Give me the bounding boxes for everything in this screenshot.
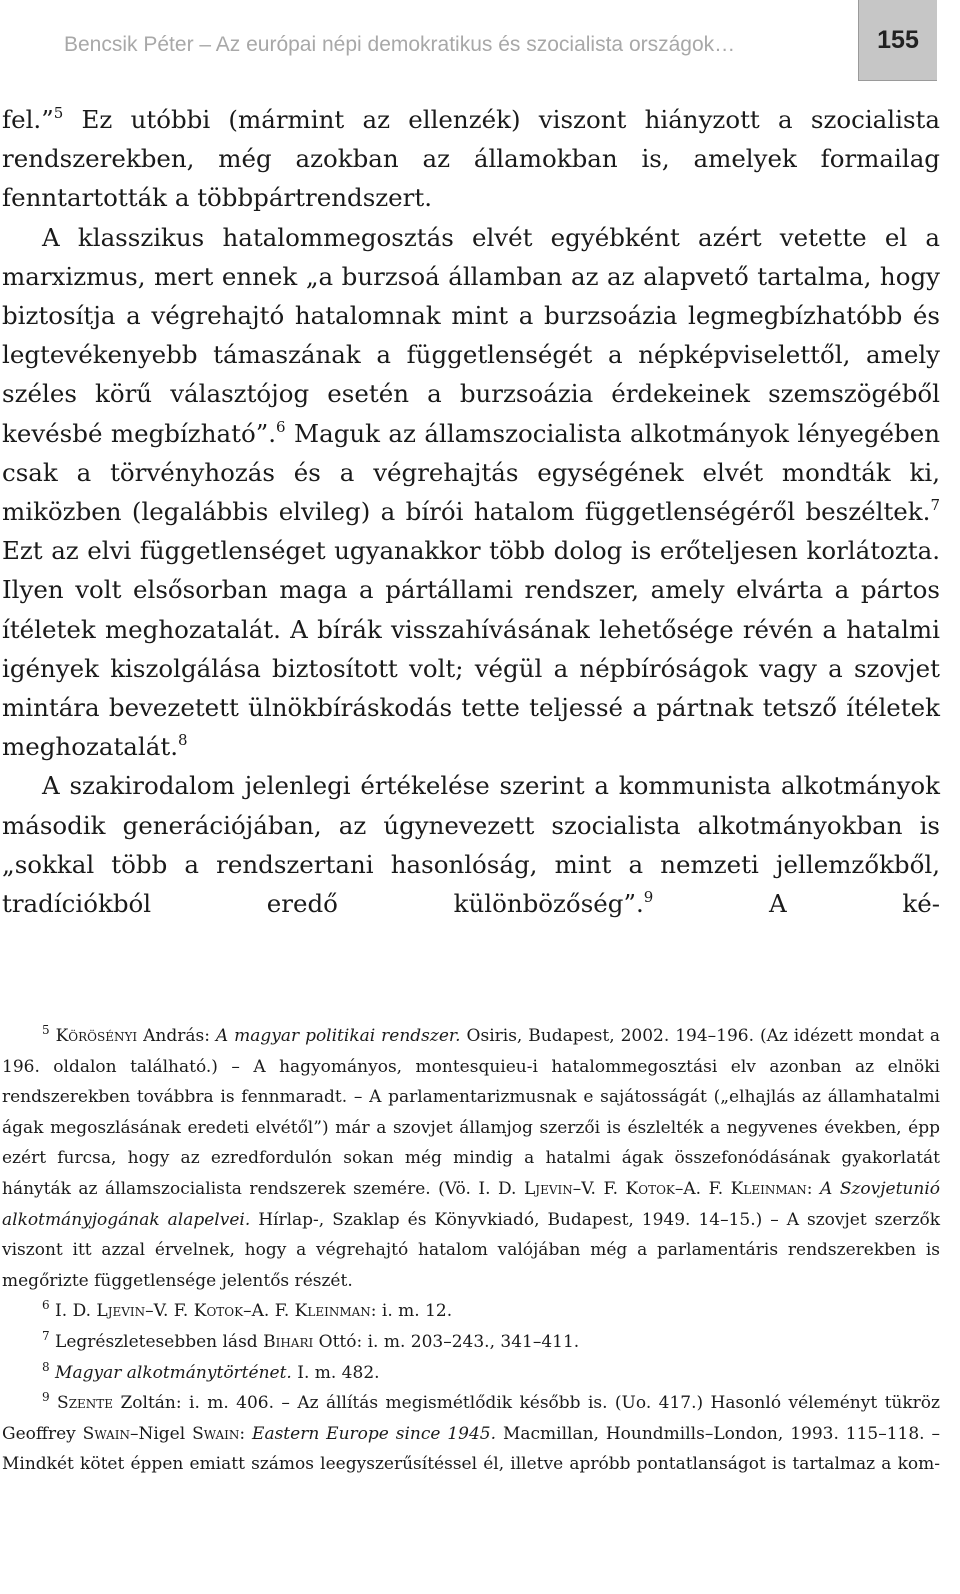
page-header [0,0,960,82]
main-text [2,100,940,923]
text-run: : [239,1423,253,1444]
running-title: Bencsik Péter – Az európai népi demokratikus és szocialista országok… [64,33,736,56]
text-run: A ké- [653,889,940,919]
text-run: A szakirodalom jelenlegi értékelése szerint a kommunista alkotmányok második generációjában, az úgynevezett szocialista alkotmányokban is „sokkal több a rendszertani hasonlóság, mint a nemzeti jellemzőkből, tradíciókból eredő különbözőség”. [2,771,940,919]
text-run: Legrészletesebben lásd [49,1331,264,1352]
text-run: András: [137,1026,216,1046]
footnote-number: 8 [42,1359,50,1374]
text-run: Hírlap-, Szaklap és Könyvkiadó, Budapest, 1949. 14–15.) – A szovjet szerzők viszont itt azzal érvelnek, hogy a végrehajtó hatalom valójában még a parlamentáris rendszerekben is megőrizte függetlensége jelentős részét. [2,1209,940,1291]
footnote-ref-6[interactable]: 6 [276,417,286,436]
text-run: Osiris, Budapest, 2002. 194–196. (Az idézett mondat a 196. oldalon található.) – A hagyományos, montesquieu-i hatalommegosztási elv azonban az elnöki rendszerekben továbbra is fennmaradt. – A parlamentarizmusnak e sajátosságát („elhajlás az államhatalmi ágak megoszlásának eredeti elvétől”) már a szovjet államjog szerzői is észlelték a negyvenes években, épp ezért furcsa, hogy az ezredfordulón sokan még mindig a hatalmi ágak összefonódásának gyakorlatát hányták az államszocialista rendszerek szemére. (Vö. I. D. [2,1026,941,1199]
footnote-8 [2,1358,940,1389]
author-name: Ljevin [523,1178,573,1199]
book-title: A Szovjetunió alkotmányjogának alapelvei. [2,1178,940,1230]
author-name: Bihari [263,1331,314,1352]
text-run: Maguk az államszocialista alkotmányok lényegében csak a törvényhozás és a végrehajtás egységének elvét mondták ki, miközben (legalábbis elvileg) a bírói hatalom függetlenségéről beszéltek. [2,418,940,527]
footnote-6 [2,1296,940,1327]
footnote-ref-5[interactable]: 5 [53,104,64,122]
text-run: Zoltán: i. m. 406. – Az állítás megismétlődik később is. (Uo. 417.) Hasonló véleményt tükröz Geoffrey [2,1393,940,1444]
author-name: Kotok [193,1301,244,1322]
text-run: –Nigel [129,1423,193,1444]
author-name: Szente [57,1393,114,1414]
footnote-ref-7[interactable]: 7 [930,496,940,515]
author-name: Kotok [625,1178,675,1199]
text-run: Ezt az elvi függetlenséget ugyanakkor több dolog is erőteljesen korlátozta. Ilyen volt elsősorban maga a pártállami rendszer, amely elvárta a pártos ítéletek meghozatalát. A bírák visszahívásának lehetősége révén a hatalmi igények kiszolgálása biztosított volt; végül a népbíróságok vagy a szovjet mintára bevezetett ülnökbíráskodás tette teljessé a pártnak tetsző ítéletek meghozatalát. [2,536,940,762]
text-run: –A. F. [674,1178,731,1199]
footnote-7 [2,1327,940,1358]
text-run: A klasszikus hatalommegosztás elvét egyébként azért vetette el a marxizmus, mert ennek „a burzsoá államban az az alapvető tartalma, hogy biztosítja a végrehajtó hatalomnak mint a burzsoázia legmegbízhatóbb és legtevékenyebb támaszának a függetlenségét a népképviselettől, amely széles körű választójog esetén a burzsoázia érdekeinek szemszögéből kevésbé megbízható”. [2,222,940,448]
footnotes [2,1021,940,1480]
text-run: –V. F. [572,1178,626,1199]
text-run: fel.” [2,105,54,134]
author-name: Kleinman [730,1178,807,1199]
footnote-number: 7 [42,1328,50,1343]
footnote-ref-9[interactable]: 9 [643,888,654,907]
author-name: Swain [192,1423,240,1444]
paragraph-2 [2,218,940,767]
book-title: Eastern Europe since 1945. [252,1423,497,1444]
author-name: Ljevin [96,1301,146,1322]
text-run: Ottó: i. m. 203–243., 341–411. [313,1331,580,1352]
book-title: Magyar alkotmánytörténet. [55,1362,292,1383]
footnote-ref-8[interactable]: 8 [178,731,188,750]
paragraph-1 [2,100,940,218]
text-run: Macmillan, Houndmills–London, 1993. 115–118. – Mindkét kötet éppen emiatt számos leegyszerűsítéssel él, illetve apróbb pontatlanságot is tartalmaz a kom- [2,1423,940,1475]
footnote-number: 6 [42,1298,50,1313]
author-name: Körösényi [55,1026,138,1046]
page-number: 155 [858,0,937,81]
text-run: –A. F. [243,1301,295,1322]
footnote-number: 9 [42,1390,50,1405]
book-title: A magyar politikai rendszer. [215,1026,461,1046]
footnote-5 [2,1021,940,1296]
author-name: Swain [82,1423,130,1444]
text-run: Ez utóbbi (mármint az ellenzék) viszont hiányzott a szocialista rendszerekben, még azokban az államokban is, amelyek formailag fenntartották a többpártrendszert. [2,105,940,213]
text-run: –V. F. [145,1301,194,1322]
footnote-number: 5 [42,1023,50,1037]
text-run: : i. m. 12. [370,1301,453,1322]
footnote-9 [2,1388,940,1480]
author-name: Kleinman [294,1301,371,1322]
text-run: I. D. [49,1301,97,1322]
text-run: : [806,1178,821,1199]
text-run: I. m. 482. [291,1362,380,1383]
paragraph-3 [2,766,940,923]
